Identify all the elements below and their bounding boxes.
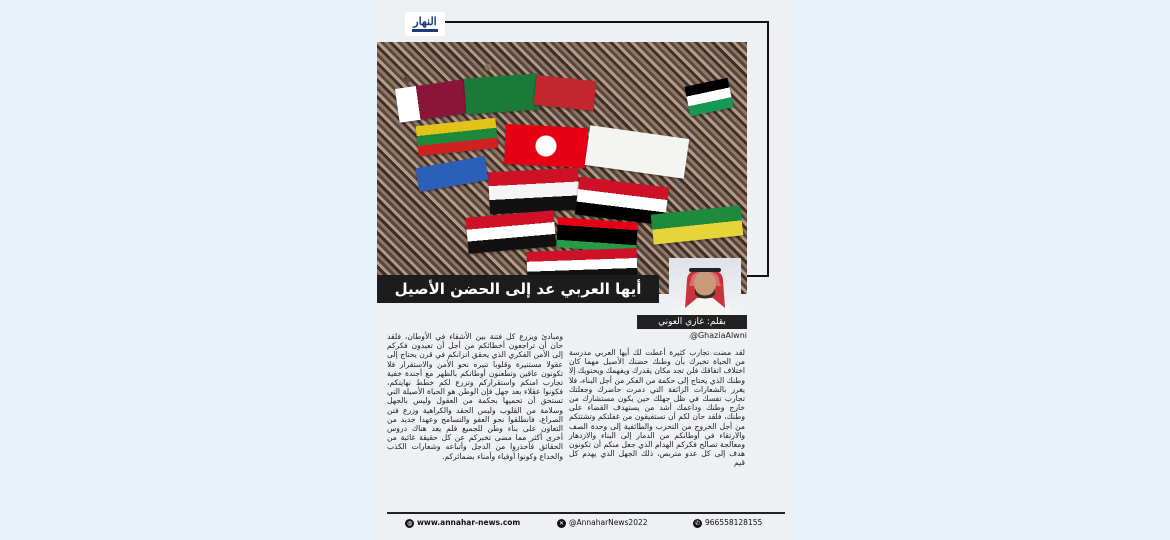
flag-morocco <box>534 75 597 111</box>
whatsapp-icon: ✆ <box>694 519 701 527</box>
twitter-text: @AnnaharNews2022 <box>569 518 648 527</box>
flag-saudi <box>464 73 540 114</box>
flag-white-field <box>585 125 690 179</box>
frame-top-line <box>437 21 769 23</box>
author-handle: @GhaziaAlwni <box>689 331 747 340</box>
flag-qatar <box>395 79 469 122</box>
whatsapp-text: 966558128155 <box>705 518 763 527</box>
x-logo-icon: ✕ <box>558 519 565 527</box>
flag-libya <box>556 217 638 253</box>
footer-divider <box>387 512 785 514</box>
footer-website[interactable] <box>405 517 520 529</box>
flag-yemen <box>466 210 557 254</box>
crowd-flags-photo <box>377 42 747 294</box>
website-text: www.annahar-news.com <box>417 518 521 527</box>
author-portrait-icon <box>669 258 741 318</box>
flag-blue <box>415 156 488 192</box>
article-column-right: لقد مضت تجارب كثيرة أعطت لك أيها العربي مدرسة من الحياة تخبرك بأن وطنك حضنك الأصيل مهما كان اختلاف اتفاقك فلن تجد مكان يقدرك ويفهمك ويحتويك إلا وطنك الذي يحتاج إلى حكمة من الفكر من أجل البناء، فلا يغرر بالشعارات الزائفة التي دمرت حاضرك وجعلتك تجارب تفسك في ظل جهلك حين يكون مستشارك من خارج وطنك وداعمك أشد من يستهدف القضاء على وطنك، فلقد حان لكم أن تستفيقون من غفلتكم وتشتتكم من أجل الخروج من التحزب والطائفية إلى وحدة الصف والارتقاء في أوطانكم من الدمار إلى البناء والازدهار ومعالجة تصالح فكركم الهدام الذي جعل منكم أن تكونون هدف إلى كل عدو متربص، ذلك الجهل الذي يهدم كل قيم <box>569 348 745 468</box>
footer-whatsapp[interactable] <box>693 517 762 529</box>
newspaper-page <box>377 0 793 540</box>
article-headline: أيها العربي عد إلى الحضن الأصيل <box>377 275 659 303</box>
article-column-left: ومبادئ ويزرع كل فتنة بين الأشقاء في الأوطان، فلقد حان أن تراجعون أخطائكم من أجل أن تعيدون فكركم إلى الأمن الفكري الذي يحقق اتزانكم في قرن يحتاج إلى عقولا مستنيرة وقلوبا تنيره نحو الأمن والاستقرار فلا تكونون عاقين وتطعنون أوطانكم بالظهر مع أجندة خفية تحارب امنكم واستقراركم وتزرع لكم خطط نهايتكم، فكونوا عقلاء بعد جهل فإن الوطن هو الحياة الأصيلة التي تستحق أن تحميها بحكمة من العقول وليس بالجهل وسلامة من القلوب وليس الحقد والكراهية وزرع فتن الصراع، فانطلقوا نحو العفو والتسامح وعهدا جديد من التعاون على بناء وطن للجميع فلم يعد هناك دروس أخرى أكثر مما مضى تخبركم عن كل حقيقة غائبة من الحقائق فأحذروا من الدجل وأتباعه وشعارات الكذب والخداع وكونوا أوفياء وأمناء بضمائركم. <box>387 332 563 461</box>
frame-right-line <box>767 21 769 277</box>
flag-palestine <box>684 78 733 116</box>
flag-tunisia <box>504 124 588 168</box>
logo-text: النهار <box>413 15 437 28</box>
author-byline: بقلم: غازي العوني <box>637 315 747 329</box>
flag-tri-yellow <box>416 118 499 156</box>
publication-logo <box>405 12 445 36</box>
footer-twitter[interactable] <box>557 517 648 529</box>
flag-egypt <box>488 168 580 215</box>
author-photo <box>669 258 741 318</box>
globe-icon: ◍ <box>406 519 413 527</box>
